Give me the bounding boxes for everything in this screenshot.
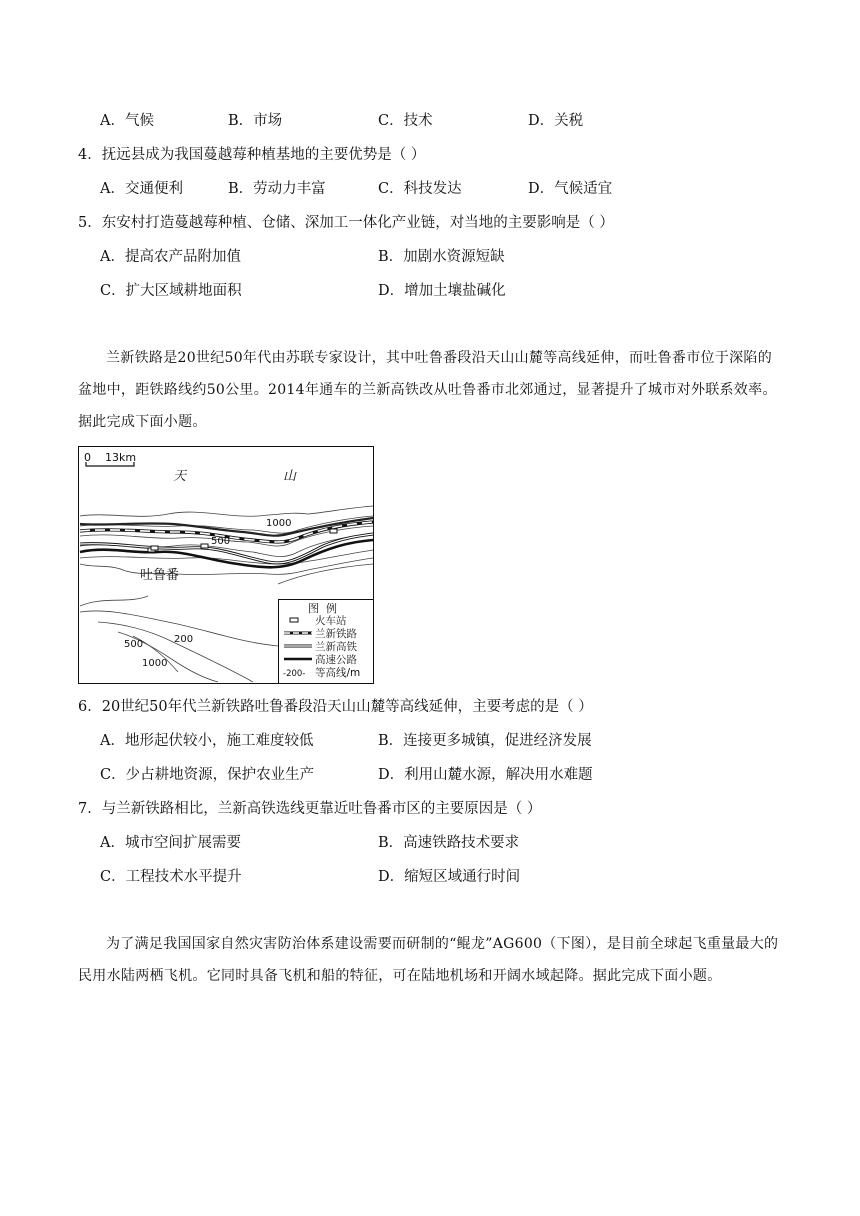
q5-option-b: B．加剧水资源短缺 — [378, 249, 505, 265]
legend-contour-label: 等高线/m — [315, 667, 361, 679]
q4-option-b: B．劳动力丰富 — [228, 181, 326, 197]
station-marker-4 — [330, 529, 337, 533]
q7-stem: 7．与兰新铁路相比，兰新高铁选线更靠近吐鲁番市区的主要原因是（ ） — [78, 801, 542, 817]
contour-label-1000-top: 1000 — [266, 518, 292, 529]
city-label-turpan: 吐鲁番 — [140, 568, 180, 583]
q7-option-a: A．城市空间扩展需要 — [100, 835, 241, 851]
q5-option-c: C．扩大区域耕地面积 — [100, 283, 242, 299]
legend-contour-sample: -200- — [283, 669, 306, 679]
q4-option-c: C．科技发达 — [378, 181, 462, 197]
contour-label-500-top: 500 — [211, 536, 231, 547]
turpan-railway-map — [78, 446, 374, 684]
legend-railway-label: 兰新铁路 — [315, 628, 357, 640]
q4-option-d: D．气候适宜 — [528, 181, 613, 197]
scale-bar — [84, 451, 136, 466]
q6-option-c: C．少占耕地资源，保护农业生产 — [100, 767, 315, 783]
q3-option-c: C．技术 — [378, 113, 433, 129]
legend-station-label: 火车站 — [315, 615, 347, 627]
q5-option-d: D．增加土壤盐碱化 — [378, 283, 506, 299]
q7-option-c: C．工程技术水平提升 — [100, 869, 242, 885]
station-marker-3 — [151, 546, 158, 550]
passage-lanxin-railway: 兰新铁路是20世纪50年代由苏联专家设计，其中吐鲁番段沿天山山麓等高线延伸，而吐鲁番市位于深陷的盆地中，距铁路线约50公里。2014年通车的兰新高铁改从吐鲁番市北郊通过，显著提升了城市对外联系效率。据此完成下面小题。 — [78, 350, 777, 430]
q7-option-d: D．缩短区域通行时间 — [378, 869, 521, 885]
legend-station-icon — [290, 618, 298, 622]
q5-stem: 5．东安村打造蔓越莓种植、仓储、深加工一体化产业链，对当地的主要影响是（ ） — [78, 215, 614, 231]
contour-label-200: 200 — [174, 634, 194, 645]
station-marker-2 — [201, 544, 208, 548]
legend-title: 图 例 — [308, 602, 337, 615]
q6-option-d: D．利用山麓水源，解决用水难题 — [378, 767, 593, 783]
q6-option-a: A．地形起伏较小，施工难度较低 — [100, 733, 314, 749]
q5-option-a: A．提高农产品附加值 — [100, 249, 241, 265]
q3-option-d: D．关税 — [528, 113, 584, 129]
q3-option-b: B．市场 — [228, 113, 283, 129]
q4-option-a: A．交通便利 — [100, 181, 183, 197]
legend-highway-label: 高速公路 — [315, 654, 357, 666]
passage-ag600: 为了满足我国国家自然灾害防治体系建设需要而研制的“鲲龙”AG600（下图），是目前全球起飞重量最大的民用水陆两栖飞机。它同时具备飞机和船的特征，可在陆地机场和开阔水域起降。据此完成下面小题。 — [78, 936, 779, 984]
q6-stem: 6．20世纪50年代兰新铁路吐鲁番段沿天山山麓等高线延伸，主要考虑的是（ ） — [78, 699, 593, 715]
q3-option-a: A．气候 — [100, 113, 154, 129]
legend-hsr-label: 兰新高铁 — [315, 641, 357, 653]
mountain-label-tian: 天 — [173, 469, 187, 484]
scale-label: 0 13km — [84, 451, 137, 464]
q6-option-b: B．连接更多城镇，促进经济发展 — [378, 733, 592, 749]
mountain-label-shan: 山 — [283, 469, 297, 484]
map-legend — [279, 600, 374, 684]
q7-option-b: B．高速铁路技术要求 — [378, 835, 520, 851]
contour-label-1000-bottom: 1000 — [142, 658, 168, 669]
q4-stem: 4．抚远县成为我国蔓越莓种植基地的主要优势是（ ） — [78, 147, 426, 163]
contour-label-500-bottom: 500 — [124, 639, 144, 650]
